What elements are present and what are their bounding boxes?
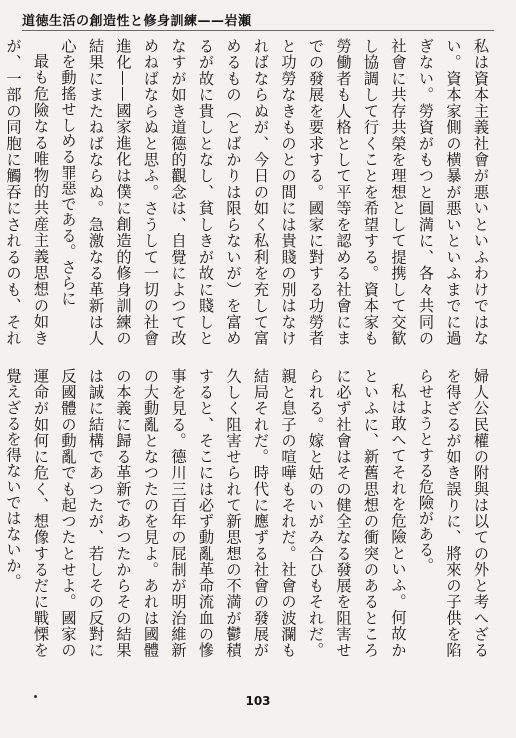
header-rule [22,30,494,31]
page-number: 103 [245,694,271,708]
running-header: 道徳生活の創造性と修身訓練——岩瀬 [22,14,252,29]
paragraph-continuation: 私は資本主義社會が悪いといふわけではない。資本家側の横暴が悪いといふまでに過ぎない。勞資がもつと圓満に、各々共同の社會に共存共榮を理想として提携して交歓し協調して行くことを希望する。資本家も勞働者も人格として平等を認める社會にまでの發展を要求する。國家に對する功勞者と功勞なきものとの間には貴賤の別はなければならぬが、今日の如く私利を充して富めるもの（とばかりは限らないが）を富めるが故に貴しとなし、貧しきが故に賤しとなすが如き道德的觀念は、自覺によつて改めねばならぬと思ふ。さうして一切の社會進化——國家進化は僕に創造的修身訓練の結果にまたねばならぬ。急激なる革新は人心を動搖せしめる罪惡である。さらに [59,38,490,346]
lower-text-block [4,368,494,658]
paragraph: 最も危險なる唯物的共産主義思想の如きが、一部の同胞に觸吞にされるのも、それ [4,38,50,346]
paragraph-continuation: 婦人公民權の附與は以ての外と考へざるを得ざるが如き誤りに、將來の子供を陷らせようとする危險がある。 [417,368,490,658]
upper-text-block [4,38,494,346]
paragraph: 私は敢へてそれを危險といふ。何故かといふに、新舊思想の衝突のあるところに必ず社會はその健全なる發展を阻害せられる。嫁と姑のいがみ合ひもそれだ。親と息子の喧嘩もそれだ。社會の波瀾も結局それだ。時代に應ずる社會の發展が久しく阻害せられて新思想の不満が鬱積すると、そこには必ず動亂革命流血の慘事を見る。德川三百年の屁制が明治維新の大動亂となつたのを見よ。あれは國體の本義に歸る革新であつたからその結果は誠に結構であつたが、若しその反對に反國體の動亂でも起つたとせよ。國家の運命が如何に危く、想像するだに戰慄を覺えざるを得ないではないか。 [4,368,408,658]
